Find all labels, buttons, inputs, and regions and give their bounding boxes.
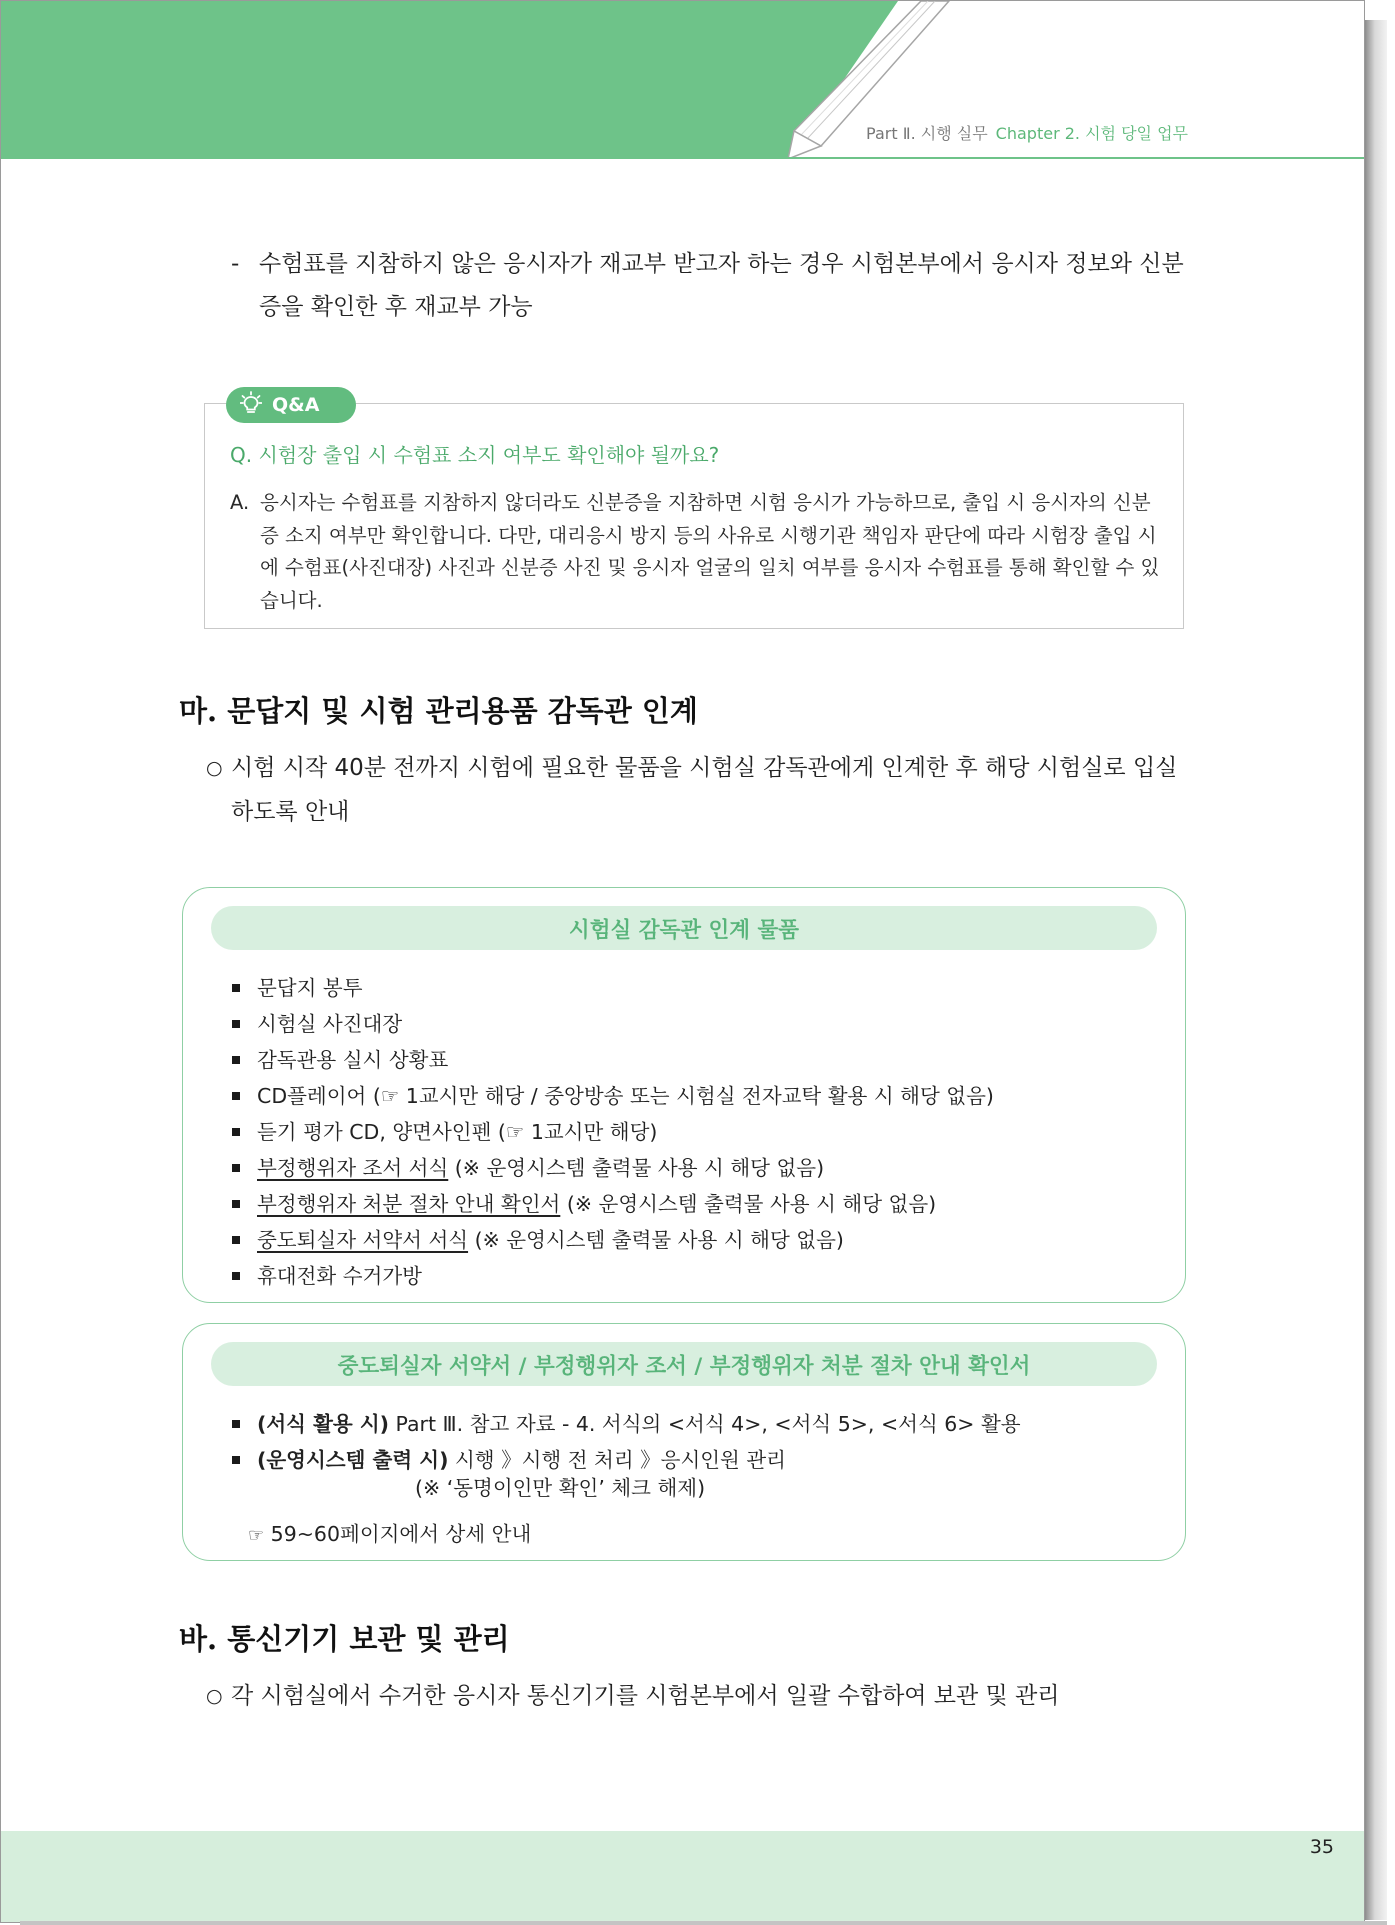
list-item: 시험실 사진대장 [232, 1006, 994, 1042]
square-bullet [232, 1092, 240, 1100]
list-item: (서식 활용 시) Part Ⅲ. 참고 자료 - 4. 서식의 <서식 4>, <서식 5>, <서식 6> 활용 [232, 1406, 1021, 1442]
answer-prefix: A. [230, 491, 250, 514]
qa-question: Q. 시험장 출입 시 수험표 소지 여부도 확인해야 될까요? [230, 443, 720, 467]
running-header [866, 121, 1188, 144]
page-reference-text: 59~60페이지에서 상세 안내 [270, 1522, 532, 1546]
handover-item-list [232, 970, 994, 1294]
square-bullet [232, 984, 240, 992]
page-edge-shadow [1365, 20, 1387, 1920]
handover-items-box [182, 887, 1186, 1303]
qa-tab-label: Q&A [272, 394, 320, 416]
page-bottom-shadow [20, 1921, 1387, 1925]
forms-guide-box [182, 1323, 1186, 1561]
list-item: 감독관용 실시 상황표 [232, 1042, 994, 1078]
chapter-label: Chapter 2. 시험 당일 업무 [995, 124, 1188, 143]
square-bullet [232, 1056, 240, 1064]
square-bullet [232, 1200, 240, 1208]
circle-bullet: ○ [206, 1685, 223, 1707]
section-heading-ba: 바. 통신기기 보관 및 관리 [179, 1622, 510, 1656]
list-item: 문답지 봉투 [232, 970, 994, 1006]
handover-box-title: 시험실 감독관 인계 물품 [211, 906, 1157, 950]
square-bullet [232, 1128, 240, 1136]
list-item: 부정행위자 처분 절차 안내 확인서 (※ 운영시스템 출력물 사용 시 해당 없음) [232, 1186, 994, 1222]
header-green-band [1, 1, 898, 159]
page-reference [248, 1517, 531, 1547]
list-item: (운영시스템 출력 시) 시행 》시행 전 처리 》응시인원 관리 [232, 1442, 1021, 1478]
list-item: 듣기 평가 CD, 양면사인펜 (☞ 1교시만 해당) [232, 1114, 994, 1150]
page-number: 35 [1309, 1836, 1334, 1858]
intro-item [231, 243, 1196, 329]
square-bullet [232, 1420, 240, 1428]
footer-band [1, 1831, 1365, 1923]
forms-box-title: 중도퇴실자 서약서 / 부정행위자 조서 / 부정행위자 처분 절차 안내 확인서 [211, 1342, 1157, 1386]
lightbulb-icon [240, 391, 262, 420]
section-ma-paragraph [206, 746, 1196, 834]
section-ba-text: 각 시험실에서 수거한 응시자 통신기기를 시험본부에서 일괄 수합하여 보관 및 관리 [231, 1683, 1060, 1709]
square-bullet [232, 1272, 240, 1280]
qa-tab [226, 387, 356, 423]
square-bullet [232, 1164, 240, 1172]
answer-text: 응시자는 수험표를 지참하지 않더라도 신분증을 지참하면 시험 응시가 가능하므로, 출입 시 응시자의 신분증 소지 여부만 확인합니다. 다만, 대리응시 방지 등의 사유로 시행기관 책임자 판단에 따라 시험장 출입 시에 수험표(사진대장) 사진과 신분증 사진 및 응시자 얼굴의 일치 여부를 응시자 수험표를 통해 확인할 수 있습니다. [260, 491, 1160, 612]
dash-marker: - [231, 251, 240, 277]
section-heading-ma: 마. 문답지 및 시험 관리용품 감독관 인계 [179, 694, 698, 728]
intro-text: 수험표를 지참하지 않은 응시자가 재교부 받고자 하는 경우 시험본부에서 응시자 정보와 신분증을 확인한 후 재교부 가능 [259, 251, 1184, 320]
square-bullet [232, 1456, 240, 1464]
part-label: Part Ⅱ. 시행 실무 [866, 124, 988, 143]
section-ma-text: 시험 시작 40분 전까지 시험에 필요한 물품을 시험실 감독관에게 인계한 후 해당 시험실로 입실하도록 안내 [231, 755, 1178, 825]
pointing-hand-icon: ☞ [248, 1525, 265, 1546]
forms-item-list [232, 1406, 1021, 1478]
list-item: CD플레이어 (☞ 1교시만 해당 / 중앙방송 또는 시험실 전자교탁 활용 시 해당 없음) [232, 1078, 994, 1114]
list-item: 부정행위자 조서 서식 (※ 운영시스템 출력물 사용 시 해당 없음) [232, 1150, 994, 1186]
circle-bullet: ○ [206, 757, 223, 779]
list-item: 휴대전화 수거가방 [232, 1258, 994, 1294]
square-bullet [232, 1020, 240, 1028]
square-bullet [232, 1236, 240, 1244]
section-ba-paragraph [206, 1674, 1196, 1718]
list-item: 중도퇴실자 서약서 서식 (※ 운영시스템 출력물 사용 시 해당 없음) [232, 1222, 994, 1258]
qa-answer [230, 487, 1166, 617]
forms-item2-note: (※ ‘동명이인만 확인’ 체크 해제) [415, 1476, 706, 1500]
